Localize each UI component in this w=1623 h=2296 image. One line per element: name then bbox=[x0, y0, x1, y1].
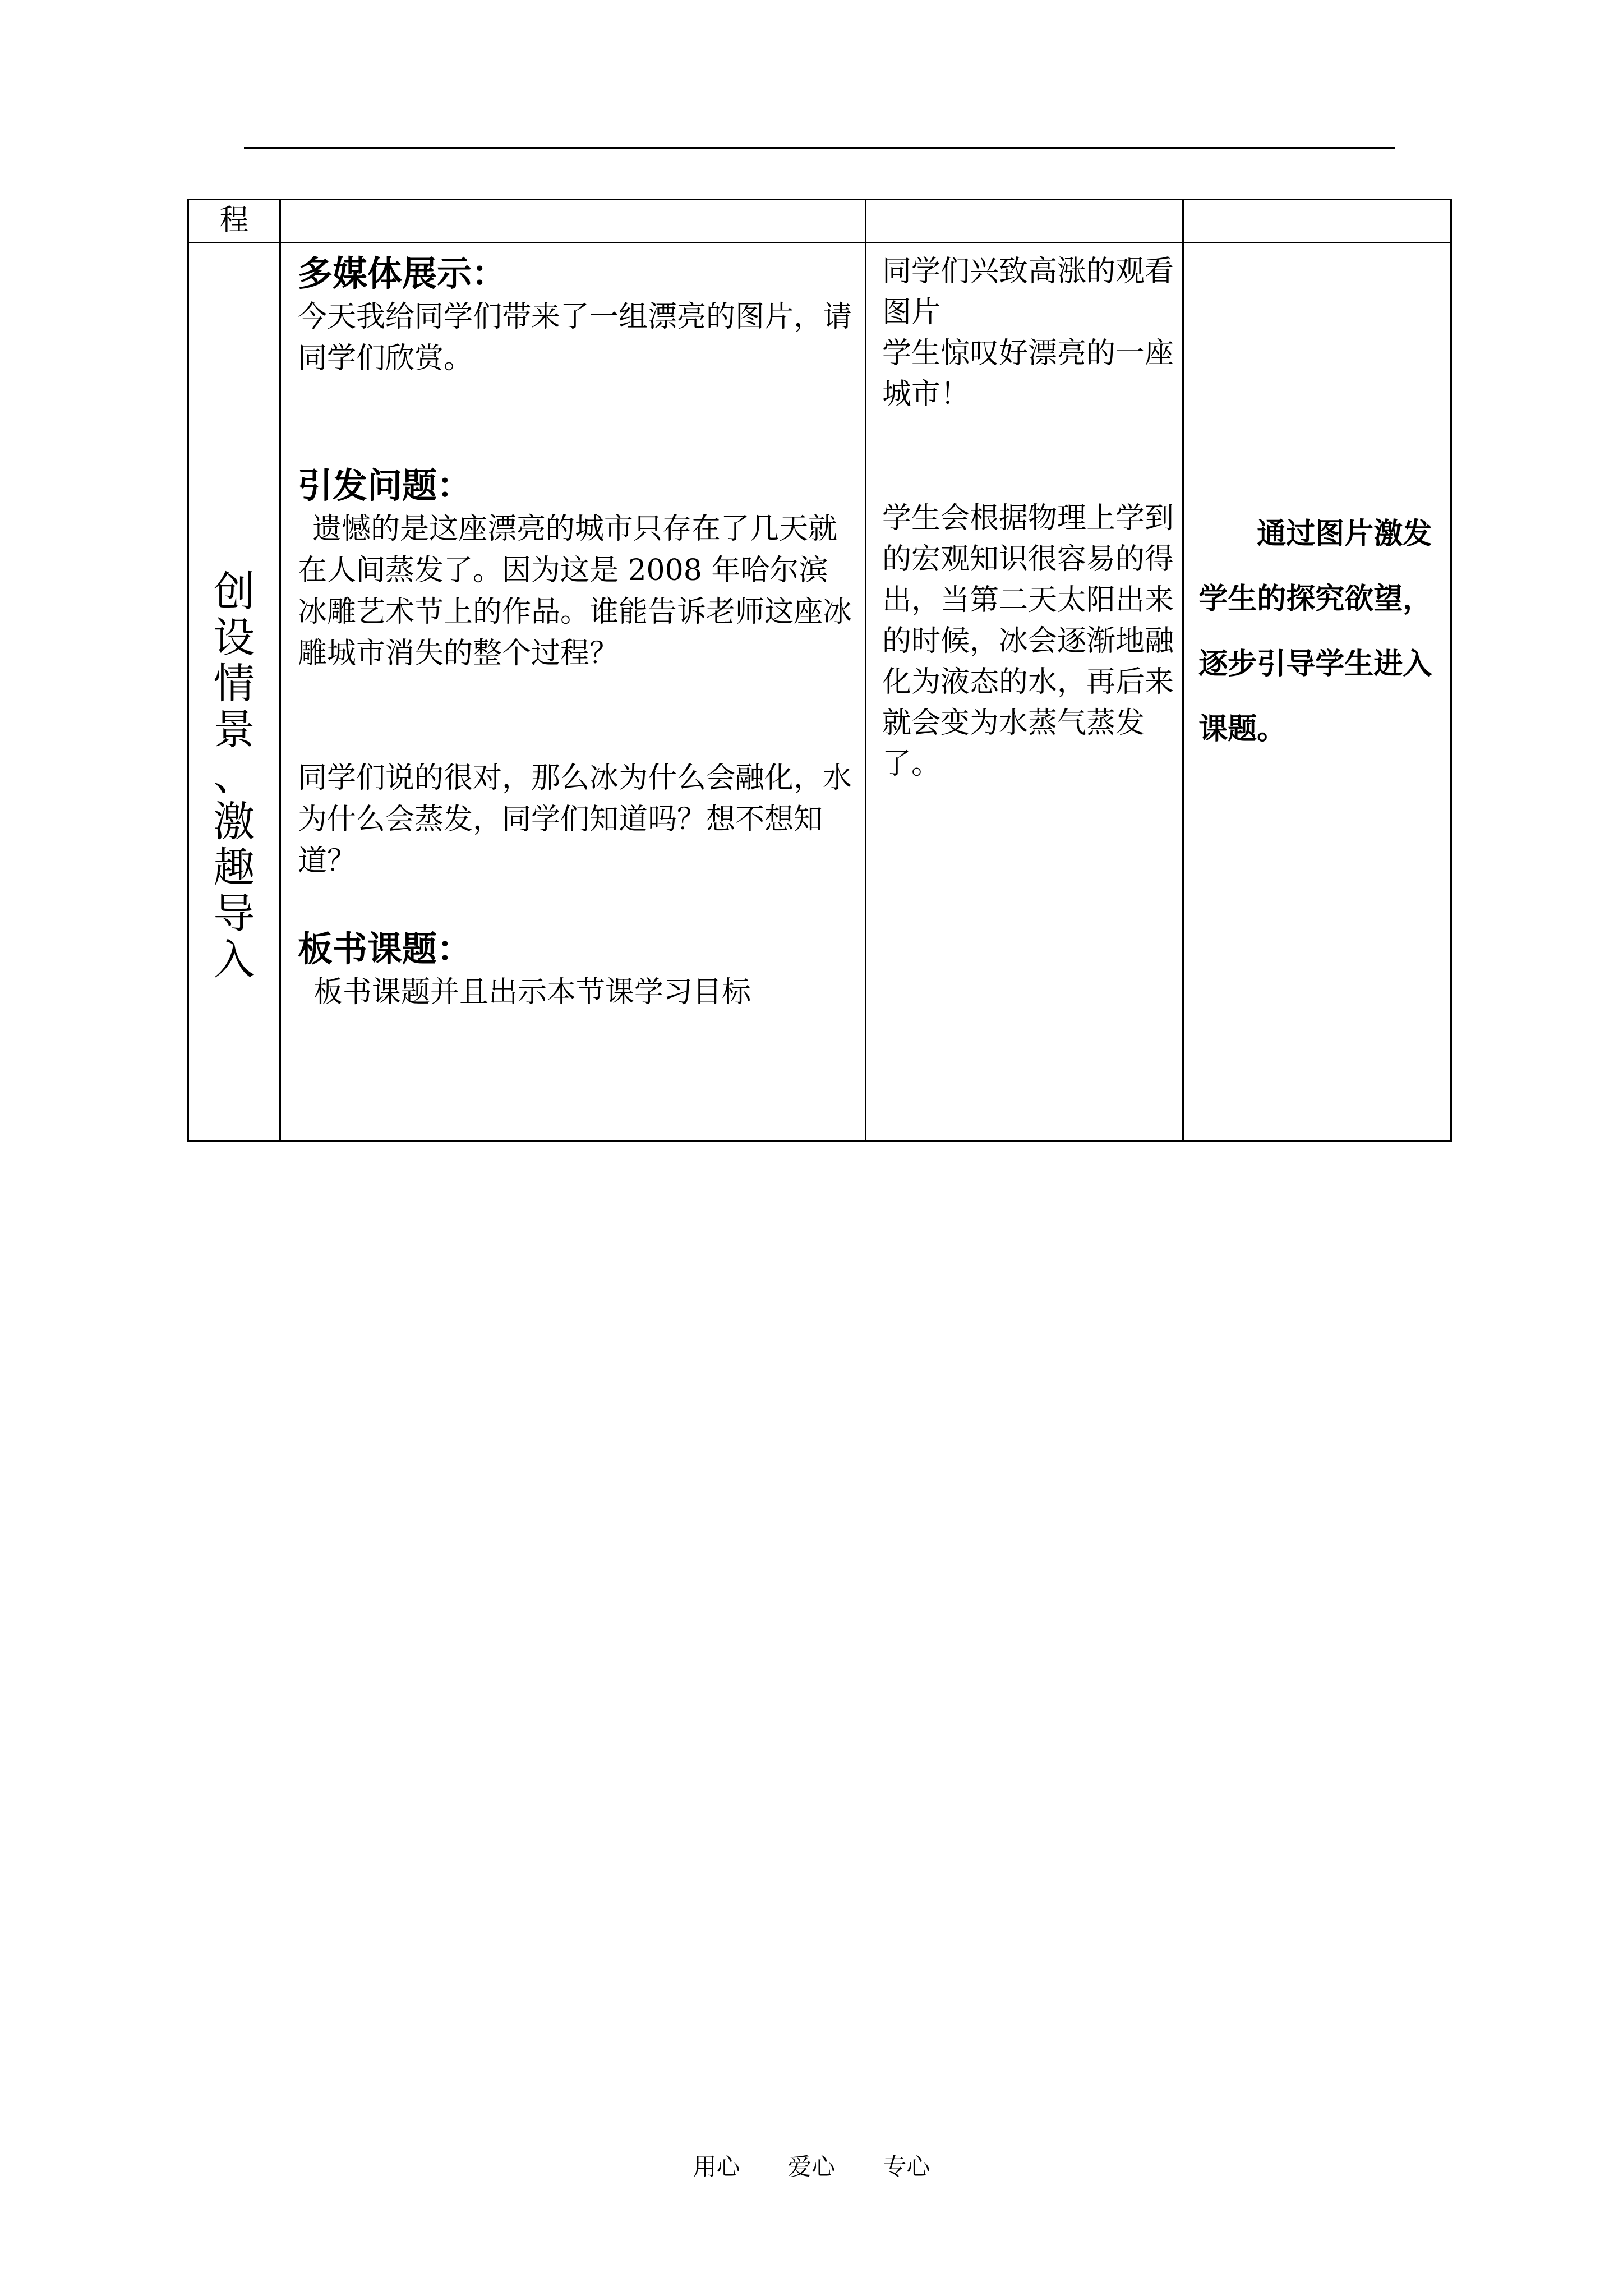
footer-item: 专心 bbox=[883, 2153, 930, 2180]
header-rule bbox=[244, 147, 1395, 149]
stage-header-cell bbox=[188, 200, 280, 243]
question-heading: 引发问题： bbox=[297, 465, 472, 506]
question-text: 遗憾的是这座漂亮的城市只存在了几天就在人间蒸发了。因为这是 2008 年哈尔滨冰雕艺术节上的作品。谁能告诉老师这座冰雕城市消失的整个过程？ bbox=[297, 512, 852, 670]
stage-char: 激 bbox=[213, 798, 255, 846]
stage-char: 导 bbox=[213, 890, 255, 938]
board-heading: 板书课题： bbox=[297, 928, 472, 969]
page-footer bbox=[0, 2148, 1623, 2182]
stage-header-text: 程 bbox=[219, 204, 249, 237]
stage-char: 、 bbox=[213, 752, 255, 800]
stage-char: 创 bbox=[213, 568, 255, 616]
student-activity-cell bbox=[865, 243, 1183, 1141]
footer-item: 爱心 bbox=[787, 2153, 835, 2180]
table-header-row bbox=[188, 200, 1451, 243]
footer-item: 用心 bbox=[693, 2153, 740, 2180]
board-text: 板书课题并且出示本节课学习目标 bbox=[313, 976, 751, 1009]
table-row bbox=[188, 243, 1451, 1141]
stage-label bbox=[189, 401, 279, 983]
teacher-activity-cell bbox=[280, 243, 865, 1141]
stage-char: 设 bbox=[213, 614, 255, 662]
stage-char: 入 bbox=[213, 936, 255, 984]
student-text-2: 学生惊叹好漂亮的一座城市！ bbox=[882, 337, 1174, 411]
students-header-cell bbox=[865, 200, 1183, 243]
lesson-plan-table bbox=[187, 199, 1452, 1142]
intent-header-cell bbox=[1183, 200, 1451, 243]
student-text-1: 同学们兴致高涨的观看图片 bbox=[882, 255, 1174, 329]
design-intent-cell bbox=[1183, 243, 1451, 1141]
design-intent-text: 通过图片激发学生的探究欲望，逐步引导学生进入课题。 bbox=[1198, 517, 1432, 746]
multimedia-text: 今天我给同学们带来了一组漂亮的图片，请同学们欣赏。 bbox=[297, 300, 852, 375]
follow-up-text: 同学们说的很对，那么冰为什么会融化，水为什么会蒸发，同学们知道吗？想不想知道？ bbox=[297, 761, 852, 878]
teacher-header-cell bbox=[280, 200, 865, 243]
stage-char: 情 bbox=[213, 660, 255, 708]
stage-cell bbox=[188, 243, 280, 1141]
stage-char: 景 bbox=[213, 706, 255, 754]
stage-char: 趣 bbox=[213, 844, 255, 892]
student-text-3: 学生会根据物理上学到的宏观知识很容易的得出，当第二天太阳出来的时候，冰会逐渐地融化为液态的水，再后来就会变为水蒸气蒸发了。 bbox=[882, 501, 1174, 781]
multimedia-heading: 多媒体展示： bbox=[297, 253, 506, 294]
